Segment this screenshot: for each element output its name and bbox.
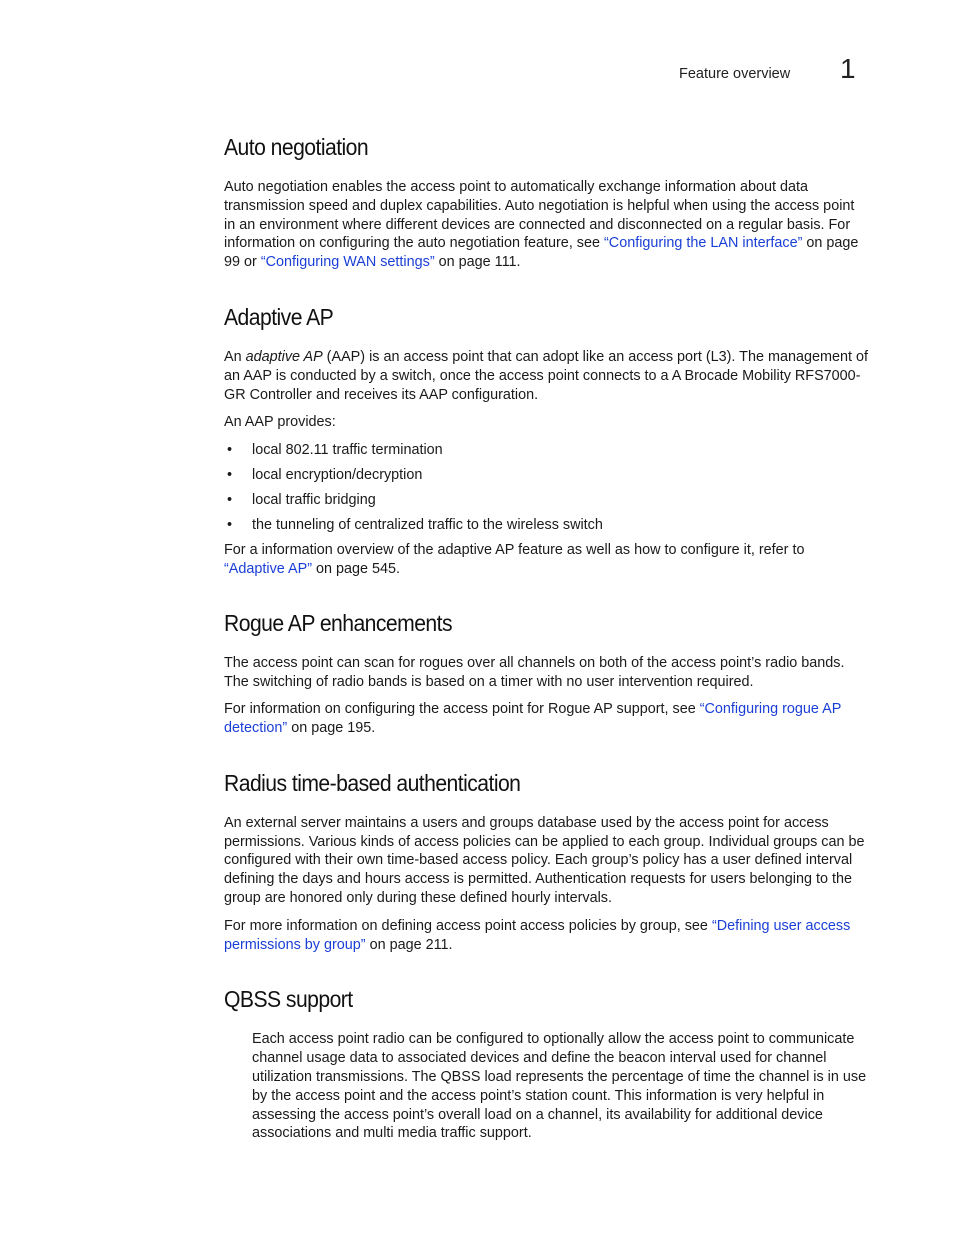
link-configuring-lan-interface[interactable]: “Configuring the LAN interface” — [604, 235, 803, 252]
link-adaptive-ap[interactable]: “Adaptive AP” — [224, 560, 312, 577]
section-radius-authentication — [224, 766, 869, 955]
paragraph: For a information overview of the adaptive AP feature as well as how to configure it, refer to “Adaptive AP” on page 545. — [224, 542, 805, 577]
list-item: • the tunneling of centralized traffic to the wireless switch — [227, 517, 603, 534]
section-rogue-ap — [224, 606, 869, 738]
paragraph: Each access point radio can be configured to optionally allow the access point to communicate channel usage data to associated devices and define the beacon interval used for channel utilization transmissions. The QBSS load represents the percentage of time the channel is in use by the access point and the access point’s station count. This information is very helpful in assessing the access point’s overall load on a channel, its availability for additional device associations and multi media traffic support. — [252, 1031, 867, 1142]
chapter-number: 1 — [840, 53, 856, 84]
bullet-list — [224, 441, 869, 535]
section-heading: Auto negotiation — [224, 134, 369, 160]
section-adaptive-ap — [224, 300, 869, 579]
link-configuring-rogue-ap-detection[interactable]: “Configuring rogue AP detection” — [224, 701, 842, 737]
paragraph: An external server maintains a users and groups database used by the access point for access permissions. Various kinds of access policies can be applied to each group. Individual groups can be configured with their own time-based access policy. Each group’s policy has a user defined interval defining the days and hours access is permitted. Authentication requests for users belonging to the group are honored only during these defined hourly intervals. — [224, 814, 865, 907]
section-heading: QBSS support — [224, 986, 353, 1013]
bullet-icon: • — [227, 467, 233, 484]
section-auto-negotiation — [224, 130, 869, 272]
section-heading: Adaptive AP — [224, 303, 334, 330]
paragraph: Auto negotiation enables the access point to automatically exchange information about data transmission speed and duplex capabilities. Auto negotiation is helpful when using the access point in an environment where different devices are connected and disconnected on a regular basis. For information on configuring the auto negotiation feature, see “Configuring the LAN interface” on page 99 or “Configuring WAN settings” on page 111. — [224, 179, 859, 271]
paragraph: For information on configuring the access point for Rogue AP support, see “Configuring rogue AP detection” on page 195. — [224, 701, 842, 737]
paragraph: The access point can scan for rogues over all channels on both of the access point’s radio bands. The switching of radio bands is based on a timer with no user intervention required. — [224, 654, 845, 690]
list-item: • local traffic bridging — [227, 492, 376, 509]
bullet-icon: • — [227, 442, 233, 459]
list-item: • local encryption/decryption — [227, 467, 423, 484]
link-defining-user-access-permissions[interactable]: “Defining user access permissions by group” — [224, 917, 851, 953]
running-header-title: Feature overview — [679, 66, 791, 82]
running-header — [679, 53, 879, 88]
section-qbss-support — [224, 982, 869, 1143]
bullet-icon: • — [227, 492, 233, 509]
list-item: • local 802.11 traffic termination — [227, 442, 443, 459]
section-heading: Rogue AP enhancements — [224, 609, 453, 636]
link-configuring-wan-settings[interactable]: “Configuring WAN settings” — [260, 254, 435, 271]
paragraph: An adaptive AP (AAP) is an access point that can adopt like an access port (L3). The management of an AAP is conducted by a switch, once the access point connects to a A Brocade Mobility RFS7000-GR Controller and receives its AAP configuration. — [224, 348, 868, 403]
section-heading: Radius time-based authentication — [224, 769, 521, 796]
page-content — [224, 130, 869, 1171]
paragraph: For more information on defining access point access policies by group, see “Defining user access permissions by group” on page 211. — [224, 917, 851, 953]
paragraph: An AAP provides: — [224, 414, 336, 431]
bullet-icon: • — [227, 517, 233, 534]
